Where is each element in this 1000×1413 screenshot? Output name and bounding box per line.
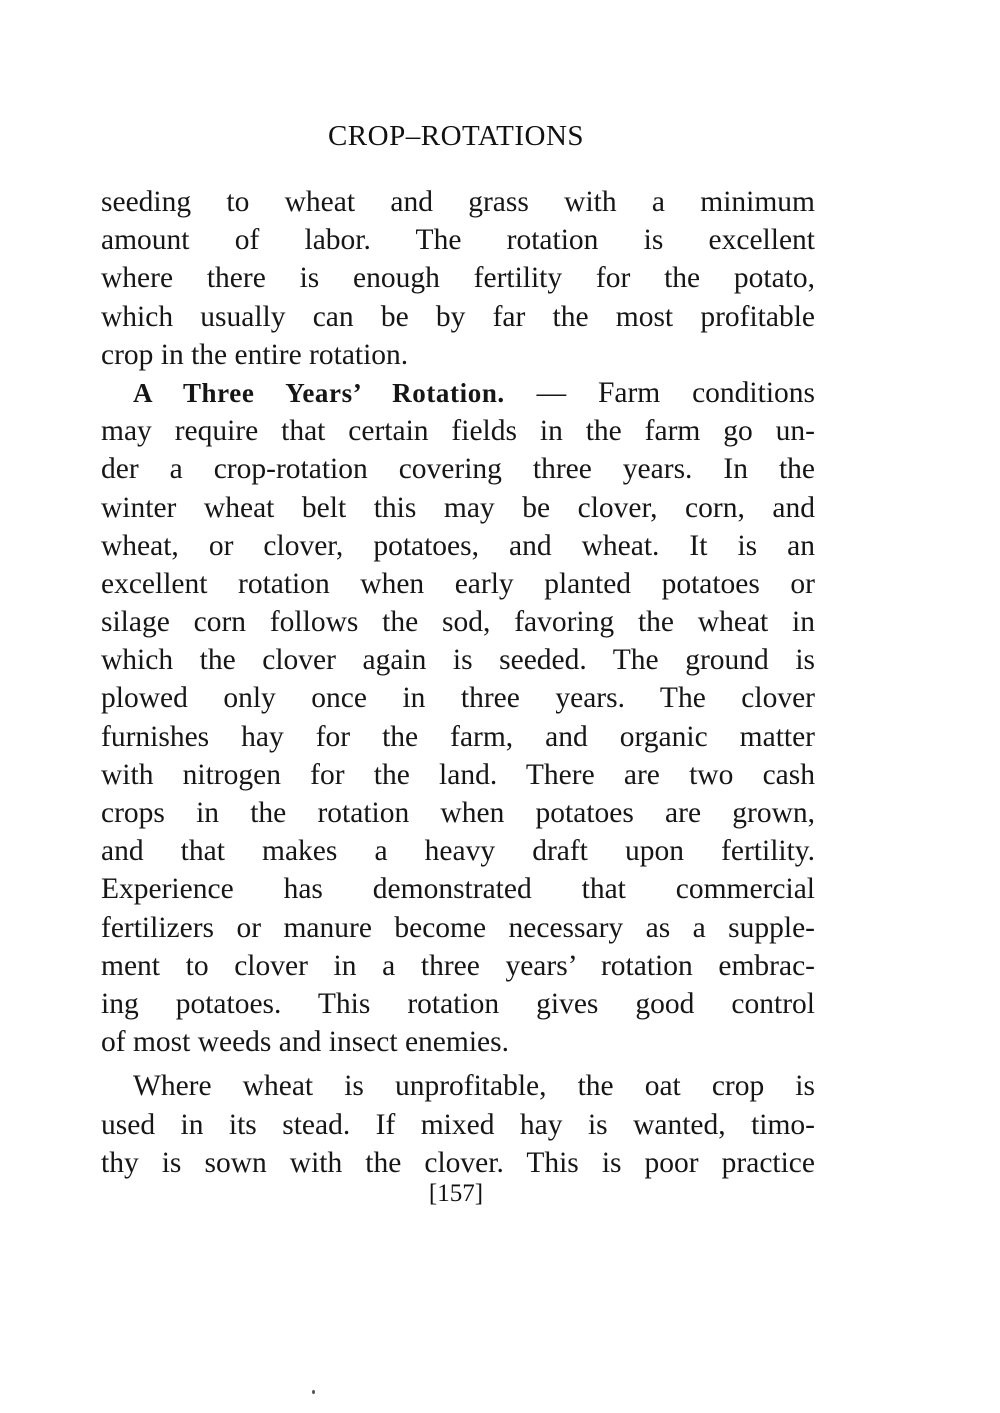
- text-line: where there is enough fertility for the potato,: [101, 262, 815, 295]
- body-text: [101, 183, 815, 1182]
- text-line: der a crop-rotation covering three years. In the: [101, 453, 815, 486]
- scan-speck: [312, 1390, 315, 1394]
- text-line: and that makes a heavy draft upon fertility.: [101, 835, 815, 868]
- text-line: crop in the entire rotation.: [101, 338, 409, 371]
- text-line: ment to clover in a three years’ rotation embrac-: [101, 949, 815, 982]
- text-fragment: — Farm conditions: [504, 376, 815, 409]
- text-line: crops in the rotation when potatoes are grown,: [101, 797, 815, 829]
- text-line: amount of labor. The rotation is excellent: [101, 224, 815, 257]
- page-number: [157]: [428, 1180, 484, 1207]
- text-line: ing potatoes. This rotation gives good control: [101, 987, 815, 1020]
- text-line: plowed only once in three years. The clover: [101, 682, 815, 715]
- text-line: with nitrogen for the land. There are two cash: [101, 758, 815, 791]
- paragraph-opening-line: [101, 374, 815, 412]
- text-line: silage corn follows the sod, favoring the wheat in: [101, 606, 815, 639]
- text-line: which the clover again is seeded. The ground is: [101, 644, 815, 677]
- text-line: furnishes hay for the farm, and organic matter: [101, 720, 815, 753]
- text-line: Experience has demonstrated that commercial: [101, 873, 815, 906]
- text-line: may require that certain fields in the farm go un-: [101, 415, 815, 448]
- text-line: winter wheat belt this may be clover, corn, and: [101, 491, 815, 524]
- text-line: seeding to wheat and grass with a minimum: [101, 186, 815, 218]
- text-line: fertilizers or manure become necessary as a supple-: [101, 911, 815, 944]
- section-side-head: A Three Years’ Rotation.: [133, 377, 505, 408]
- text-line: excellent rotation when early planted potatoes or: [101, 567, 815, 600]
- text-line: used in its stead. If mixed hay is wanted, timo-: [101, 1108, 815, 1141]
- text-line: thy is sown with the clover. This is poor practice: [101, 1146, 815, 1179]
- text-line: of most weeds and insect enemies.: [101, 1026, 509, 1059]
- text-line: Where wheat is unprofitable, the oat crop is: [133, 1070, 815, 1103]
- text-line: wheat, or clover, potatoes, and wheat. It is an: [101, 529, 815, 562]
- text-line: which usually can be by far the most profitable: [101, 300, 815, 333]
- running-head: CROP–ROTATIONS: [327, 120, 585, 152]
